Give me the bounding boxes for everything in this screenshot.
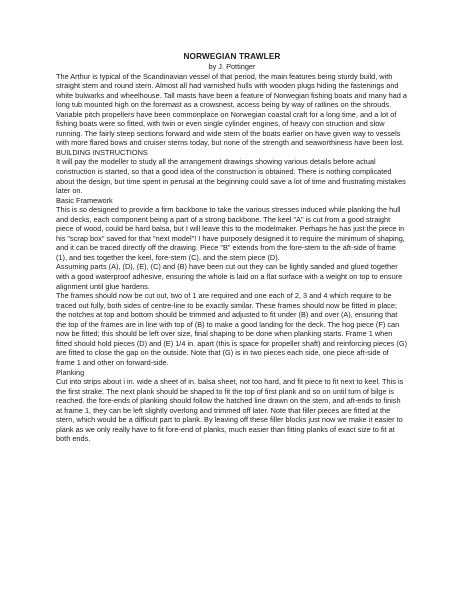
framework-paragraph-1: This is so designed to provide a firm backbone to take the various stresses induced while planking the hull and decks, each component being a part of a strong backbone. The keel "A" is cut from a good straight piece of wood, could be hard balsa, but I will leave this to the modelmaker. Perhaps he has just the piece in his "scrap box" saved for that "next model"! I have purposely designed it to require the minimum of shaping, and it can be traced directly off the drawing. Piece "B" extends from the fore-stem to the aft-side of frame (1), and ties together the keel, fore-stem (C), and the stern piece (D). — [56, 205, 405, 262]
building-paragraph: It will pay the modeller to study all the arrangement drawings showing various details before actual construction is started, so that a good idea of the construction is obtained. There is nothing complicated about the design, but time spent in perusal at the beginning could save a lot of time and frustrating mistakes later on. — [56, 157, 406, 196]
document-page — [56, 52, 408, 444]
article-title: NORWEGIAN TRAWLER — [183, 52, 281, 61]
article-byline: by J. Pottinger — [208, 62, 256, 71]
section-heading-building: BUILDING INSTRUCTIONS — [56, 147, 148, 157]
planking-paragraph: Cut into strips about i in. wide a sheet of in. balsa sheet, not too hard, and fit piece to fit next to keel. This is the first strake. The next plank should be shaped to fit the top of first plank and so on until turn of bilge is reached. the fore-ends of planking should follow the hatched line drawn on the stem, and aft-ends to finish at frame 1, they can be left slightly overlong and trimmed off later. Note that filler pieces are fitted at the stern, which would be a difficult part to plank. By leaving off these filler blocks just now we make it easier to plank as we only really have to fit fore-end of planks, much easier than fitting planks of exact size to fit at both ends. — [56, 377, 404, 444]
framework-paragraph-3: The frames should now be cut out, two of 1 are required and one each of 2, 3 and 4 which require to be traced out fully, both sides of centre-line to be exactly similar. These frames should now be fitted in place; the notches at top and bottom should be trimmed and adjusted to fit under (B) and over (A), ensuring that the top of the frames are in line with top of (B) to make a good landing for the deck. The hog piece (F) can now be fitted; this should be left over size, final shaping to be done when planking starts. Frame 1 when fitted should hold pieces (D) and (E) 1/4 in. apart (this is space for propeller shaft) and reinforcing pieces (G) are fitted to close the gap on the outside. Note that (G) is in two pieces each side, one piece aft-side of frame 1 and other on forward-side. — [56, 291, 408, 367]
intro-paragraph: The Arthur is typical of the Scandinavian vessel of that period, the main features being sturdy build, with straight stem and round stern. Almost all had varnished hulls with wooden plugs hiding the fastenings and white bulwarks and wheelhouse. Tall masts have been a feature of Norwegian fishing boats and many had a long tub mounted high on the foremast as a crowsnest, access being by way of ratlines on the shrouds. Variable pitch propellers have been commonplace on Norwegian coastal craft for a long time, and a lot of fishing boats were so fitted, with twin or even single cylinder engines, of heavy con struction and slow running. The fairly steep sections forward and wide stern of the boats earlier on have given way to vessels with more flared bows and cruiser sterns today, but none of the strength and seaworthiness have been lost. — [56, 71, 407, 148]
section-heading-framework: Basic Framework — [56, 195, 113, 205]
framework-paragraph-2: Assuming parts (A), (D), (E), (C) and (B) have been cut out they can be lightly sanded and glued together with a good waterproof adhesive, ensuring the whole is laid on a flat surface with a weight on top to ensure alignment until glue hardens. — [56, 262, 403, 291]
section-heading-planking: Planking — [56, 367, 85, 377]
